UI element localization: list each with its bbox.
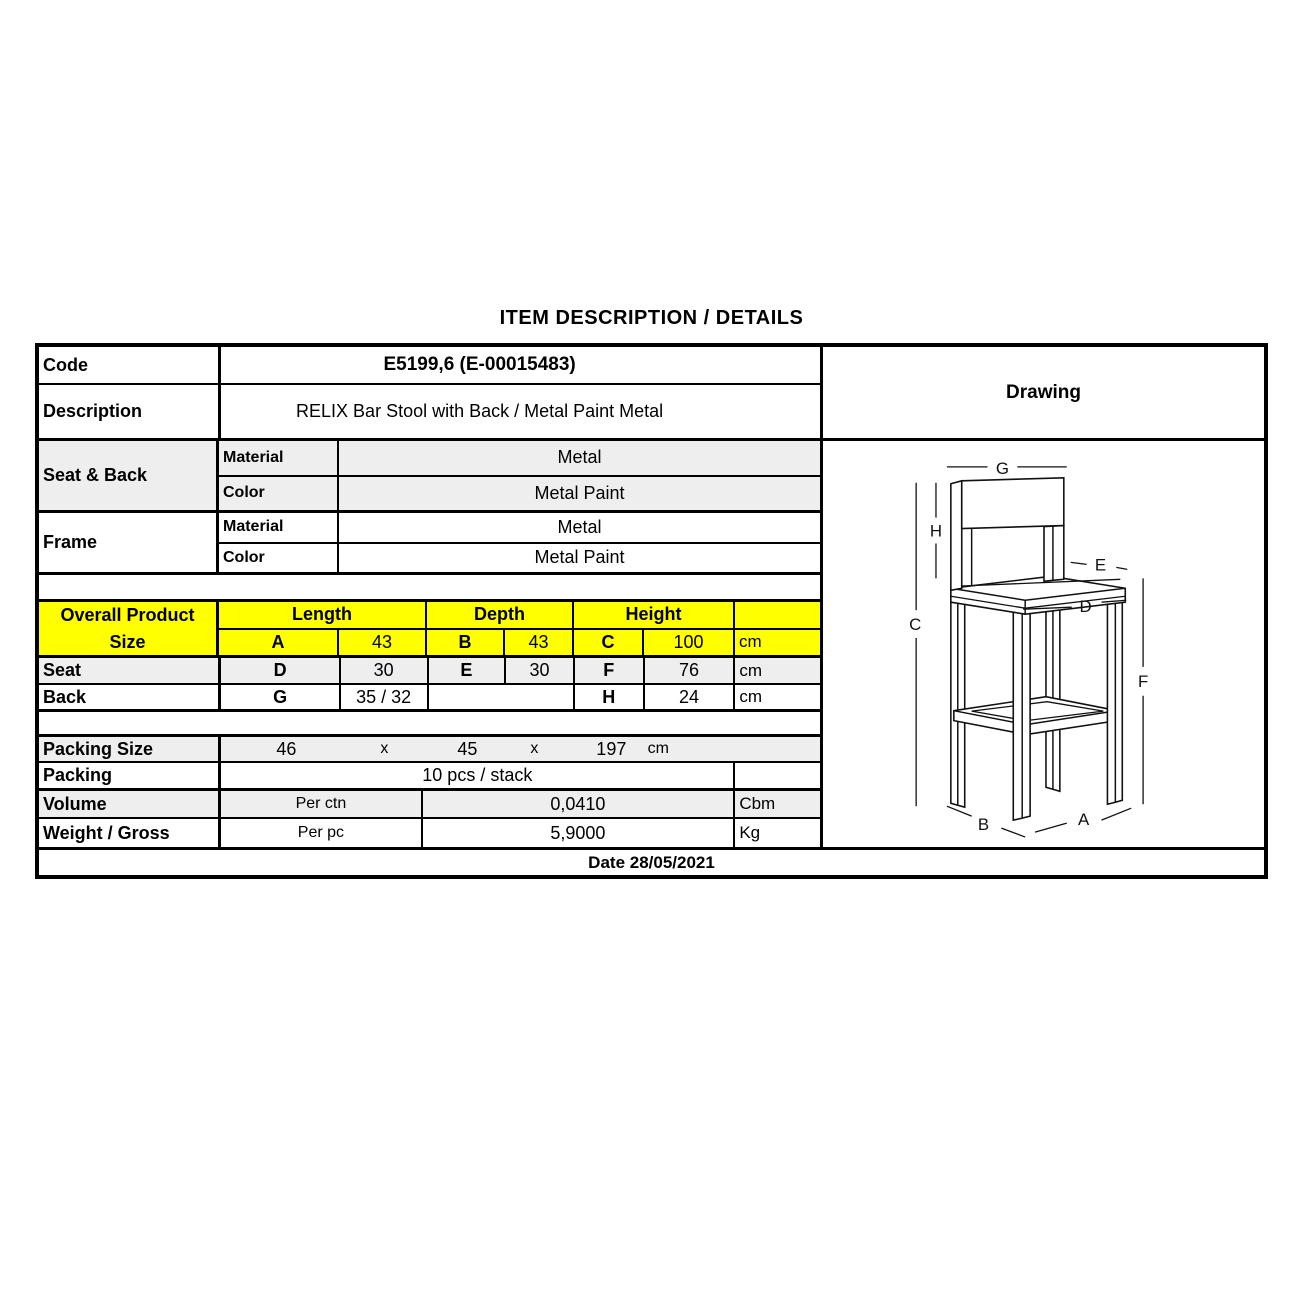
stool-drawing	[823, 441, 1264, 847]
seat-back-group	[39, 441, 820, 513]
dim-b-key: B	[427, 630, 505, 656]
packing-row	[39, 763, 820, 791]
dim-e-key: E	[429, 658, 507, 683]
depth-header: Depth	[427, 602, 574, 628]
packing-label: Packing	[39, 763, 221, 788]
spec-table	[35, 343, 1268, 879]
stool-backrest-post-right	[1044, 526, 1064, 582]
stool-backrest-rail	[962, 478, 1064, 529]
volume-row	[39, 791, 820, 819]
packing-size-row	[39, 737, 820, 763]
seat-back-material-value: Metal	[557, 447, 602, 468]
size-header-unit-cell	[735, 602, 820, 628]
dim-c-value: 100	[644, 630, 735, 656]
size-seat-row	[39, 658, 820, 685]
seat-back-color-label: Color	[219, 477, 339, 511]
packing-value: 10 pcs / stack	[221, 763, 735, 788]
packing-size-values	[221, 737, 820, 761]
packing-unit-cell	[735, 763, 820, 788]
height-header: Height	[574, 602, 735, 628]
dim-f-value: 76	[645, 658, 736, 683]
stool-backrest-post-left	[951, 481, 962, 590]
packing-size-v3: 197	[596, 739, 627, 759]
table-row	[219, 477, 820, 511]
dim-label-b: B	[977, 815, 990, 835]
seat-back-color-value: Metal Paint	[534, 482, 625, 503]
main-table-column	[39, 347, 823, 847]
table-row	[219, 441, 820, 477]
volume-per: Per ctn	[221, 791, 422, 817]
frame-material-value: Metal	[557, 516, 602, 537]
packing-size-v1: 46	[276, 739, 297, 759]
frame-group	[39, 513, 820, 575]
weight-per: Per pc	[221, 819, 422, 847]
spacer-row	[39, 575, 820, 602]
table-row	[219, 544, 820, 573]
drawing-header: Drawing	[823, 347, 1264, 441]
dim-label-f: F	[1137, 671, 1149, 691]
dim-label-a: A	[1078, 810, 1090, 830]
dim-h-value: 24	[645, 685, 736, 709]
weight-row	[39, 819, 820, 847]
dim-unit: cm	[739, 687, 762, 706]
size-overall-row	[219, 630, 820, 656]
dim-a-key: A	[219, 630, 339, 656]
drawing-area	[823, 441, 1264, 847]
dim-d-key: D	[221, 658, 341, 683]
dim-label-h: H	[929, 521, 943, 541]
weight-value: 5,9000	[423, 819, 736, 847]
back-row-label: Back	[39, 685, 221, 709]
packing-size-label: Packing Size	[39, 737, 221, 761]
size-back-row	[39, 685, 820, 712]
back-row-empty-cell	[429, 685, 575, 709]
code-value: E5199,6 (E-00015483)	[383, 354, 576, 375]
packing-size-x2: x	[530, 740, 539, 757]
table-row	[39, 347, 820, 385]
table-row	[39, 385, 820, 441]
frame-label: Frame	[39, 513, 219, 572]
dim-unit: cm	[739, 632, 762, 652]
dim-a-value: 43	[339, 630, 427, 656]
page-title: ITEM DESCRIPTION / DETAILS	[499, 307, 804, 329]
frame-color-label: Color	[219, 544, 339, 573]
date-row: Date 28/05/2021	[588, 852, 715, 872]
seat-back-material-label: Material	[219, 441, 339, 475]
length-header: Length	[219, 602, 427, 628]
dim-label-c: C	[909, 615, 922, 635]
dim-label-d: D	[1079, 597, 1092, 617]
weight-label: Weight / Gross	[39, 819, 221, 847]
size-header-row	[219, 602, 820, 630]
packing-size-v2: 45	[457, 739, 478, 759]
overall-size-label: Overall Product Size	[39, 602, 219, 655]
dim-unit: cm	[739, 660, 762, 680]
description-label: Description	[39, 385, 221, 438]
volume-value: 0,0410	[423, 791, 736, 817]
dim-label-e: E	[1094, 555, 1107, 575]
code-label: Code	[39, 347, 221, 383]
dim-label-g: G	[995, 458, 1009, 478]
table-row	[219, 513, 820, 544]
dim-d-value: 30	[341, 658, 429, 683]
volume-unit: Cbm	[739, 794, 776, 813]
table-top-section	[39, 347, 1264, 850]
dim-c-key: C	[574, 630, 644, 656]
dim-e-value: 30	[506, 658, 575, 683]
weight-unit: Kg	[739, 823, 761, 842]
dim-b-value: 43	[505, 630, 574, 656]
dim-g-value: 35 / 32	[341, 685, 429, 709]
spacer-row	[39, 712, 820, 737]
description-value: RELIX Bar Stool with Back / Metal Paint Metal	[296, 401, 664, 421]
frame-color-value: Metal Paint	[534, 547, 625, 568]
dim-h-key: H	[575, 685, 645, 709]
packing-size-x1: x	[380, 740, 389, 757]
drawing-column	[823, 347, 1264, 847]
seat-back-label: Seat & Back	[39, 441, 219, 510]
seat-row-label: Seat	[39, 658, 221, 683]
dim-g-key: G	[221, 685, 341, 709]
overall-size-group	[39, 602, 820, 658]
packing-size-unit: cm	[647, 740, 669, 757]
frame-material-label: Material	[219, 513, 339, 542]
dim-f-key: F	[575, 658, 645, 683]
volume-label: Volume	[39, 791, 221, 817]
